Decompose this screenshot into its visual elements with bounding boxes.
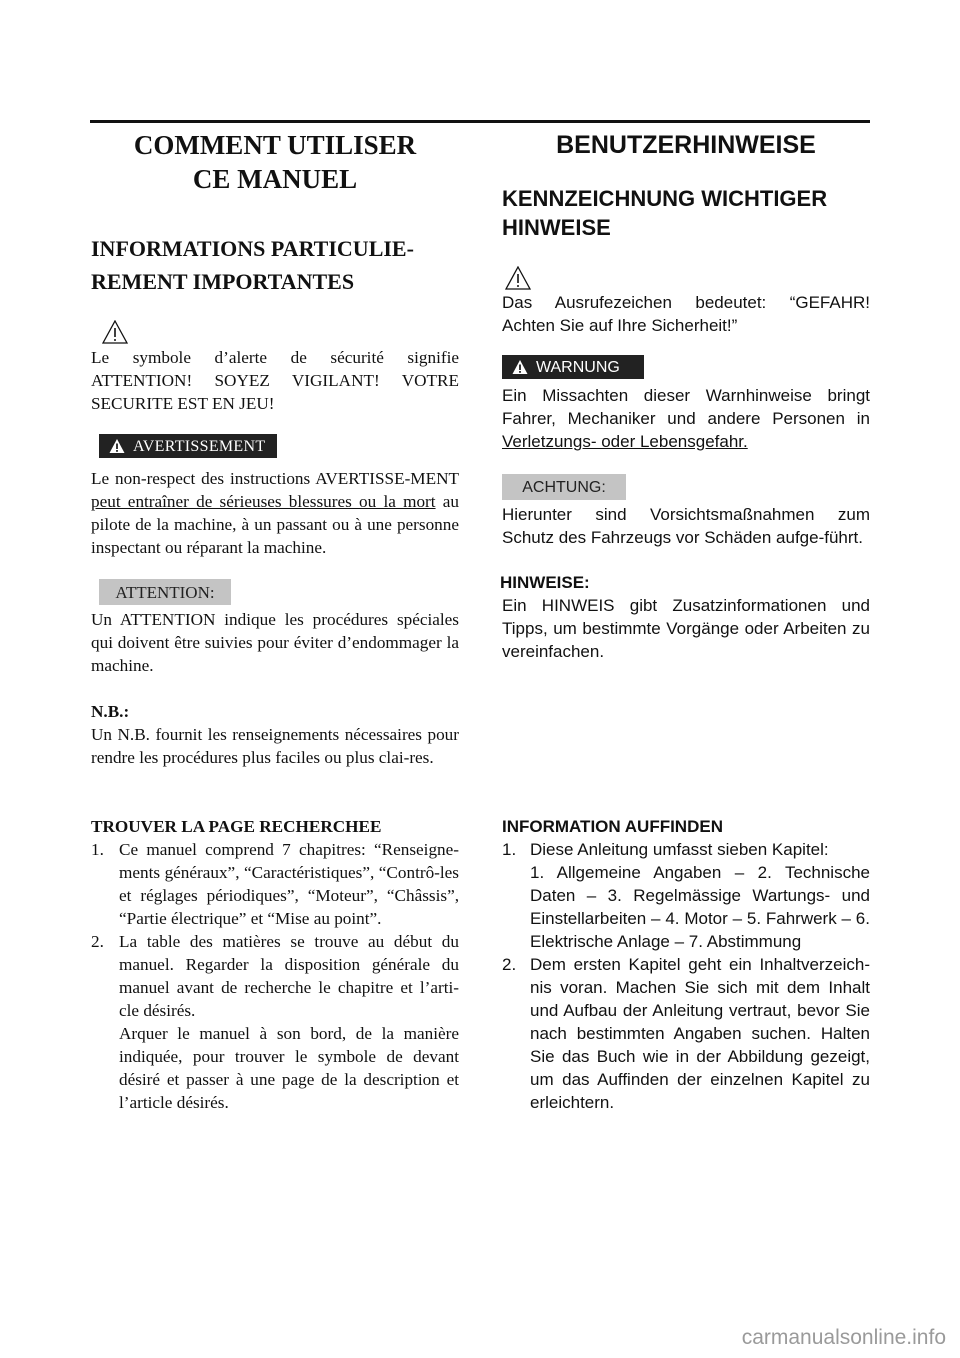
de-warning-text-pre: Ein Missachten dieser Warnhinweise bringt Fahrer, Mechaniker und andere Personen in [502, 386, 870, 428]
de-column-top [502, 128, 870, 663]
de-find-title: INFORMATION AUFFINDEN [502, 817, 723, 836]
fr-find-title: TROUVER LA PAGE RECHERCHEE [91, 817, 382, 836]
de-chapters-text: 1. Allgemeine Angaben – 2. Technische Daten – 3. Regelmässige Wartungs- und Einstellarbeiten – 4. Motor – 5. Fahrwerk – 6. Elektrische Anlage – 7. Abstimmung [530, 863, 870, 951]
de-alert-text: Das Ausrufezeichen bedeutet: “GEFAHR! Achten Sie auf Ihre Sicherheit!” [502, 293, 870, 335]
fr-alert-text: Le symbole d’alerte de sécurité signifie ATTENTION! SOYEZ VIGILANT! VOTRE SECURITE EST EN JEU! [91, 348, 459, 413]
warning-triangle-icon [512, 359, 528, 375]
de-caution-badge: ACHTUNG: [502, 474, 626, 500]
alert-triangle-icon [505, 266, 531, 290]
list-item [502, 953, 870, 1114]
top-rule [90, 120, 870, 123]
fr-heading-important-info: INFORMATIONS PARTICULIE-REMENT IMPORTANTES [91, 236, 414, 294]
list-item-text: Diese Anleitung umfasst sieben Kapitel: [530, 840, 829, 859]
de-warning-text-underlined: Verletzungs- oder Lebensgefahr. [502, 432, 748, 451]
list-item [502, 838, 870, 861]
alert-triangle-icon [102, 320, 128, 344]
list-item-number: 2. [502, 955, 517, 974]
de-find-list-continued [502, 953, 870, 1114]
watermark: carmanualsonline.info [741, 1326, 946, 1349]
de-note-text: Ein HINWEIS gibt Zusatzinformationen und Tipps, um bestimmte Vorgänge oder Arbeiten zu vereinfachen. [502, 596, 870, 661]
de-find-list [502, 838, 870, 861]
de-warning-text [502, 384, 870, 453]
warning-triangle-icon [109, 438, 125, 454]
list-item-number: 2. [91, 932, 104, 951]
de-heading-important-notes: KENNZEICHNUNG WICHTIGER HINWEISE [502, 186, 828, 240]
fr-title: COMMENT UTILISER CE MANUEL [133, 130, 417, 194]
de-column-bottom [502, 815, 870, 1114]
de-warning-badge [502, 355, 644, 379]
fr-warning-text [91, 467, 459, 559]
fr-warning-text-pre: Le non-respect des instructions AVERTISSE-MENT [91, 469, 459, 488]
fr-warning-label: AVERTISSEMENT [133, 437, 266, 455]
fr-warning-text-post: au pilote de la machine, à un passant ou à une personne inspectant ou réparant la machine. [91, 492, 459, 557]
de-warning-label: WARNUNG [536, 358, 620, 376]
list-item-text: Ce manuel comprend 7 chapitres: “Renseigne-ments généraux”, “Caractéristiques”, “Contrô-les et réglages périodiques”, “Moteur”, “Châssis”, “Partie électrique” et “Mise au point”. [119, 840, 459, 928]
de-title: BENUTZERHINWEISE [556, 131, 816, 159]
de-note-label: HINWEISE: [500, 573, 590, 592]
fr-warning-badge [99, 434, 277, 458]
list-item [91, 838, 459, 930]
fr-caution-text: Un ATTENTION indique les procédures spéciales qui doivent être suivies pour éviter d’endommager la machine. [91, 610, 459, 675]
fr-caution-badge: ATTENTION: [99, 579, 231, 605]
de-caution-text: Hierunter sind Vorsichtsmaßnahmen zum Schutz des Fahrzeugs vor Schäden aufge-führt. [502, 505, 870, 547]
list-item [91, 930, 459, 1022]
list-item-text: Dem ersten Kapitel geht ein Inhaltverzeich-nis voran. Machen Sie sich mit dem Inhalt und Aufbau der Anleitung vertraut, bevor Sie nach bestimmten Angaben suchen. Halten Sie das Buch wie in der Abbildung gezeigt, um das Auffinden der einzelnen Kapitel zu erleichtern. [530, 955, 870, 1112]
fr-find-list [91, 838, 459, 1022]
fr-column-bottom [91, 815, 459, 1114]
list-item-number: 1. [502, 840, 517, 859]
fr-find-extra-text: Arquer le manuel à son bord, de la manière indiquée, pour trouver le symbole de devant désiré et passer à une page de la description et l’article désirés. [119, 1024, 459, 1112]
fr-note-label: N.B.: [91, 702, 130, 721]
fr-column-top [91, 128, 459, 769]
list-item-text: La table des matières se trouve au début du manuel. Regarder la disposition générale du manuel avant de recherche le chapitre et l’arti-cle désirés. [119, 932, 459, 1020]
fr-warning-text-underlined: peut entraîner de sérieuses blessures ou la mort [91, 492, 436, 511]
list-item-number: 1. [91, 840, 104, 859]
fr-note-text: Un N.B. fournit les renseignements nécessaires pour rendre les procédures plus faciles ou plus clai-res. [91, 725, 459, 767]
